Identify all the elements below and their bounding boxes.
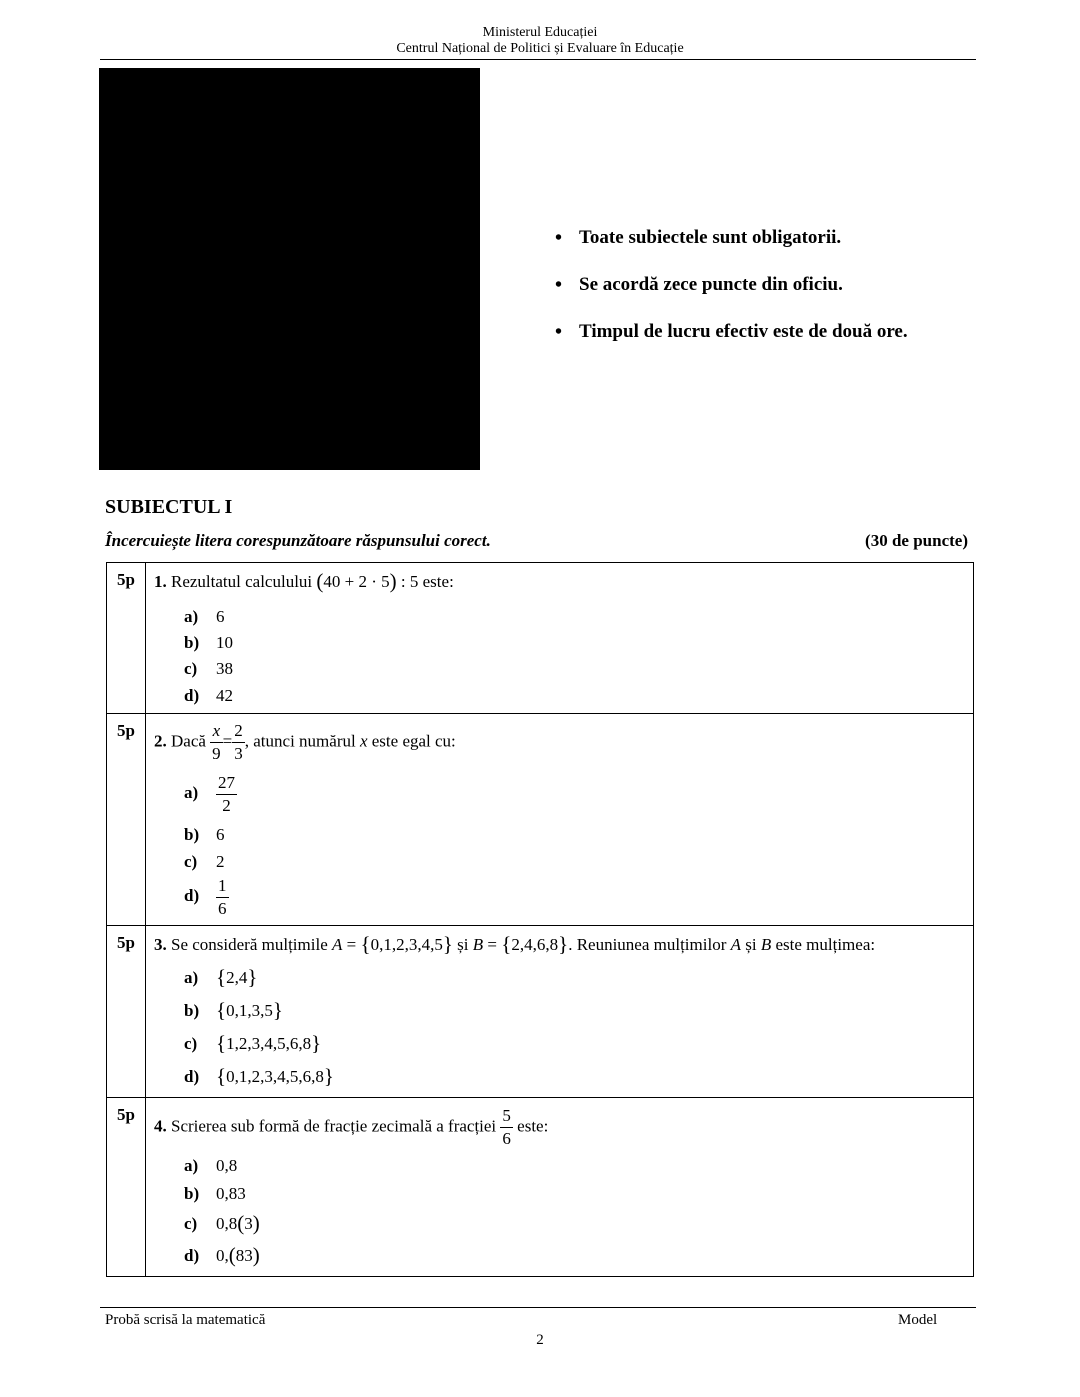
header-center: Centrul Național de Politici și Evaluare în Educație xyxy=(396,41,684,56)
answer-option[interactable]: a) {2,4} xyxy=(184,965,258,989)
redacted-block xyxy=(99,68,480,470)
fraction: $\frac{27}{2}$ xyxy=(218,773,235,815)
answer-option[interactable]: a) 6 xyxy=(184,607,225,626)
question-cell xyxy=(146,926,974,1098)
question-cell xyxy=(146,563,974,714)
answer-option[interactable]: a) 0,8 xyxy=(184,1156,238,1175)
answer-option[interactable]: c) 0,8(3) xyxy=(184,1211,260,1235)
instruction-item: • Toate subiectele sunt obligatorii. xyxy=(555,224,908,271)
page-number: 2 xyxy=(536,1332,544,1348)
answer-option[interactable]: b) 6 xyxy=(184,825,225,844)
question-number: 2. xyxy=(154,731,167,751)
fraction: $\frac{5}{6}$ xyxy=(502,1106,511,1148)
question-cell xyxy=(146,714,974,926)
question-3-text: 3. Se consideră mulțimile A = {0,1,2,3,4,5} și B = {2,4,6,8}. Reuniunea mulțimilor A și B este mulțimea: xyxy=(154,932,876,956)
section-title: SUBIECTUL I xyxy=(105,496,233,518)
answer-option[interactable]: c) 2 xyxy=(184,852,225,871)
answer-option[interactable]: d) $\frac{1}{6}$ xyxy=(184,876,227,918)
header-ministry: Ministerul Educației xyxy=(482,25,598,40)
instruction-item: • Se acordă zece puncte din oficiu. xyxy=(555,271,908,318)
answer-option[interactable]: d) 0,(83) xyxy=(184,1243,260,1267)
answer-option[interactable]: c) 38 xyxy=(184,659,233,678)
score-cell: 5p xyxy=(107,714,146,926)
answer-option[interactable]: d) 42 xyxy=(184,686,233,705)
question-row xyxy=(107,926,974,1098)
questions-table xyxy=(106,562,974,1277)
instruction-item: • Timpul de lucru efectiv este de două ore. xyxy=(555,318,908,365)
question-1-text: 1. Rezultatul calculului (40 + 2 · 5) : 5 este: xyxy=(154,569,454,593)
fraction: $\frac{2}{3}$ xyxy=(234,721,243,763)
score-cell: 5p xyxy=(107,926,146,1098)
answer-option[interactable]: c) {1,2,3,4,5,6,8} xyxy=(184,1031,322,1055)
section-task: Încercuiește litera corespunzătoare răspunsului corect. xyxy=(105,531,491,550)
header-divider xyxy=(100,59,976,60)
answer-option[interactable]: d) {0,1,2,3,4,5,6,8} xyxy=(184,1064,334,1088)
instructions-list xyxy=(555,224,908,365)
answer-option[interactable]: b) 10 xyxy=(184,633,233,652)
score-cell: 5p xyxy=(107,563,146,714)
question-number: 1. xyxy=(154,572,167,591)
fraction: $\frac{1}{6}$ xyxy=(218,876,227,918)
answer-option[interactable]: b) {0,1,3,5} xyxy=(184,998,283,1022)
footer-divider xyxy=(100,1307,976,1308)
question-cell xyxy=(146,1098,974,1277)
footer-model-label: Model xyxy=(898,1312,938,1328)
question-2-text: 2. Dacă $\frac{x}{9}$ = $\frac{2}{3}$ , atunci numărul x este egal cu: xyxy=(154,721,456,763)
score-cell: 5p xyxy=(107,1098,146,1277)
question-row xyxy=(107,563,974,714)
question-number: 3. xyxy=(154,935,167,954)
math-expression: (40 + 2 · 5) : 5 xyxy=(316,569,419,593)
answer-option[interactable]: a) $\frac{27}{2}$ xyxy=(184,773,235,815)
question-4-text: 4. Scrierea sub formă de fracție zecimală a fracției $\frac{5}{6}$ este: xyxy=(154,1106,549,1148)
footer-exam-name: Probă scrisă la matematică xyxy=(105,1312,266,1328)
question-number: 4. xyxy=(154,1116,167,1136)
answer-option[interactable]: b) 0,83 xyxy=(184,1184,246,1203)
fraction: $\frac{x}{9}$ xyxy=(212,721,221,763)
question-row xyxy=(107,1098,974,1277)
section-points: (30 de puncte) xyxy=(865,531,968,550)
question-row xyxy=(107,714,974,926)
